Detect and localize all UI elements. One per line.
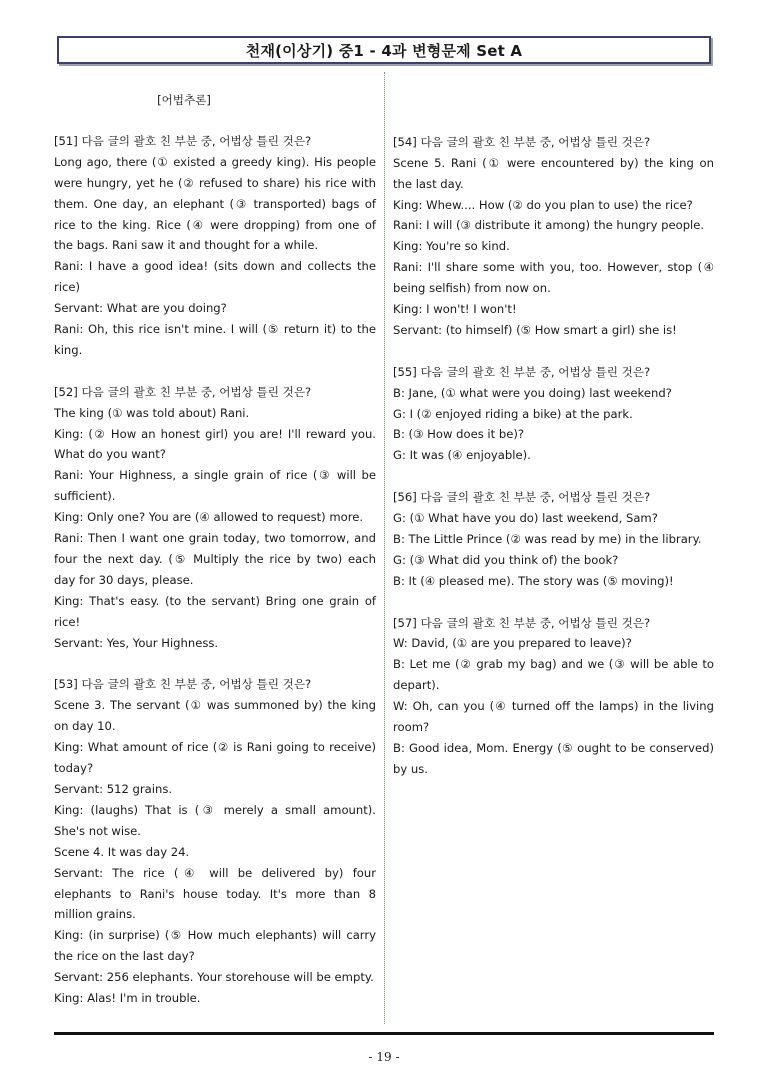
section-tag: [어법추론] [157, 93, 211, 107]
right-column [393, 90, 714, 780]
question-53 [54, 674, 376, 1009]
passage-line: Rani: Oh, this rice isn't mine. I will (⑤ return it) to the king. [54, 322, 376, 357]
passage-line: Rani: Then I want one grain today, two tomorrow, and four the next day. (⑤ Multiply the rice by two) each day for 30 days, please. [54, 531, 376, 587]
passage-line: King: (in surprise) (⑤ How much elephants) will carry the rice on the last day? [54, 928, 376, 964]
spacer [393, 111, 714, 132]
question-57 [393, 613, 714, 780]
page-number: - 19 - [368, 1050, 400, 1064]
passage-line: Servant: Yes, Your Highness. [54, 635, 219, 650]
passage-line: W: Oh, can you (④ turned off the lamps) in the living room? [393, 699, 714, 735]
passage-line: King: (② How an honest girl) you are! I'll reward you. What do you want? [54, 426, 376, 462]
passage-line: Servant: 512 grains. [54, 781, 173, 796]
spacer [54, 361, 376, 382]
left-column [54, 90, 376, 1009]
question-55 [393, 362, 714, 467]
column-divider [384, 72, 385, 1024]
spacer [393, 90, 714, 111]
question-heading: [52] 다음 글의 괄호 친 부분 중, 어법상 틀린 것은? [54, 384, 312, 399]
passage-line: King: Only one? You are (④ allowed to request) more. [54, 510, 364, 525]
passage-line: G: It was (④ enjoyable). [393, 448, 531, 463]
passage-line: King: Alas! I'm in trouble. [54, 991, 201, 1006]
passage-line: B: Let me (② grab my bag) and we (③ will be able to depart). [393, 657, 714, 693]
passage-line: G: (① What have you do) last weekend, Sam? [393, 511, 658, 526]
spacer [393, 592, 714, 613]
passage-line: B: (③ How does it be)? [393, 427, 525, 442]
passage-line: Rani: Your Highness, a single grain of rice (③ will be sufficient). [54, 468, 376, 504]
footer-rule [54, 1032, 714, 1035]
question-heading: [53] 다음 글의 괄호 친 부분 중, 어법상 틀린 것은? [54, 677, 312, 692]
question-54 [393, 132, 714, 341]
spacer [54, 654, 376, 675]
question-heading: [54] 다음 글의 괄호 친 부분 중, 어법상 틀린 것은? [393, 134, 651, 149]
header-title-box [57, 36, 711, 64]
passage-line: G: (③ What did you think of) the book? [393, 552, 619, 567]
passage-line: B: It (④ pleased me). The story was (⑤ moving)! [393, 573, 674, 588]
passage-line: King: Whew.... How (② do you plan to use) the rice? [393, 197, 693, 212]
passage-line: King: (laughs) That is (③ merely a small amount). She's not wise. [54, 802, 376, 838]
question-56 [393, 487, 714, 592]
passage-line: Servant: The rice (④ will be delivered by) four elephants to Rani's house today. It's more than 8 million grains. [54, 865, 376, 922]
question-52 [54, 382, 376, 654]
passage-line: B: Good idea, Mom. Energy (⑤ ought to be conserved) by us. [393, 741, 714, 776]
spacer [393, 341, 714, 362]
passage-line: Rani: I will (③ distribute it among) the hungry people. [393, 218, 705, 233]
passage-line: King: What amount of rice (② is Rani going to receive) today? [54, 740, 376, 776]
question-heading: [57] 다음 글의 괄호 친 부분 중, 어법상 틀린 것은? [393, 615, 651, 630]
passage-line: Servant: 256 elephants. Your storehouse will be empty. [54, 970, 374, 985]
passage-line: W: David, (① are you prepared to leave)? [393, 636, 632, 651]
passage-line: King: You're so kind. [393, 239, 510, 254]
passage-line: The king (① was told about) Rani. [54, 405, 250, 420]
passage-line: Servant: What are you doing? [54, 301, 227, 316]
passage-line: Rani: I have a good idea! (sits down and collects the rice) [54, 259, 376, 295]
passage-line: Long ago, there (① existed a greedy king). His people were hungry, yet he (② refused to share) his rice with them. One day, an elephant (③ transported) bags of rice to the king. Rice (④ were dropping) from one of the bags. Rani saw it and thought for a while. [54, 154, 376, 253]
passage-line: Scene 5. Rani (① were encountered by) the king on the last day. [393, 155, 714, 191]
page-title: 천재(이상기) 중1 - 4과 변형문제 Set A [245, 41, 523, 60]
passage-line: B: Jane, (① what were you doing) last weekend? [393, 385, 672, 400]
spacer [393, 466, 714, 487]
passage-line: B: The Little Prince (② was read by me) in the library. [393, 531, 702, 546]
passage-line: Rani: I'll share some with you, too. However, stop (④ being selfish) from now on. [393, 260, 714, 296]
question-heading: [55] 다음 글의 괄호 친 부분 중, 어법상 틀린 것은? [393, 364, 651, 379]
question-51 [54, 131, 376, 361]
passage-line: Servant: (to himself) (⑤ How smart a girl) she is! [393, 322, 677, 337]
passage-line: King: That's easy. (to the servant) Bring one grain of rice! [54, 593, 376, 629]
passage-line: G: I (② enjoyed riding a bike) at the park. [393, 406, 633, 421]
question-heading: [56] 다음 글의 괄호 친 부분 중, 어법상 틀린 것은? [393, 490, 651, 505]
passage-line: King: I won't! I won't! [393, 302, 517, 317]
question-heading: [51] 다음 글의 괄호 친 부분 중, 어법상 틀린 것은? [54, 133, 312, 148]
passage-line: Scene 3. The servant (① was summoned by) the king on day 10. [54, 698, 376, 734]
passage-line: Scene 4. It was day 24. [54, 844, 190, 859]
